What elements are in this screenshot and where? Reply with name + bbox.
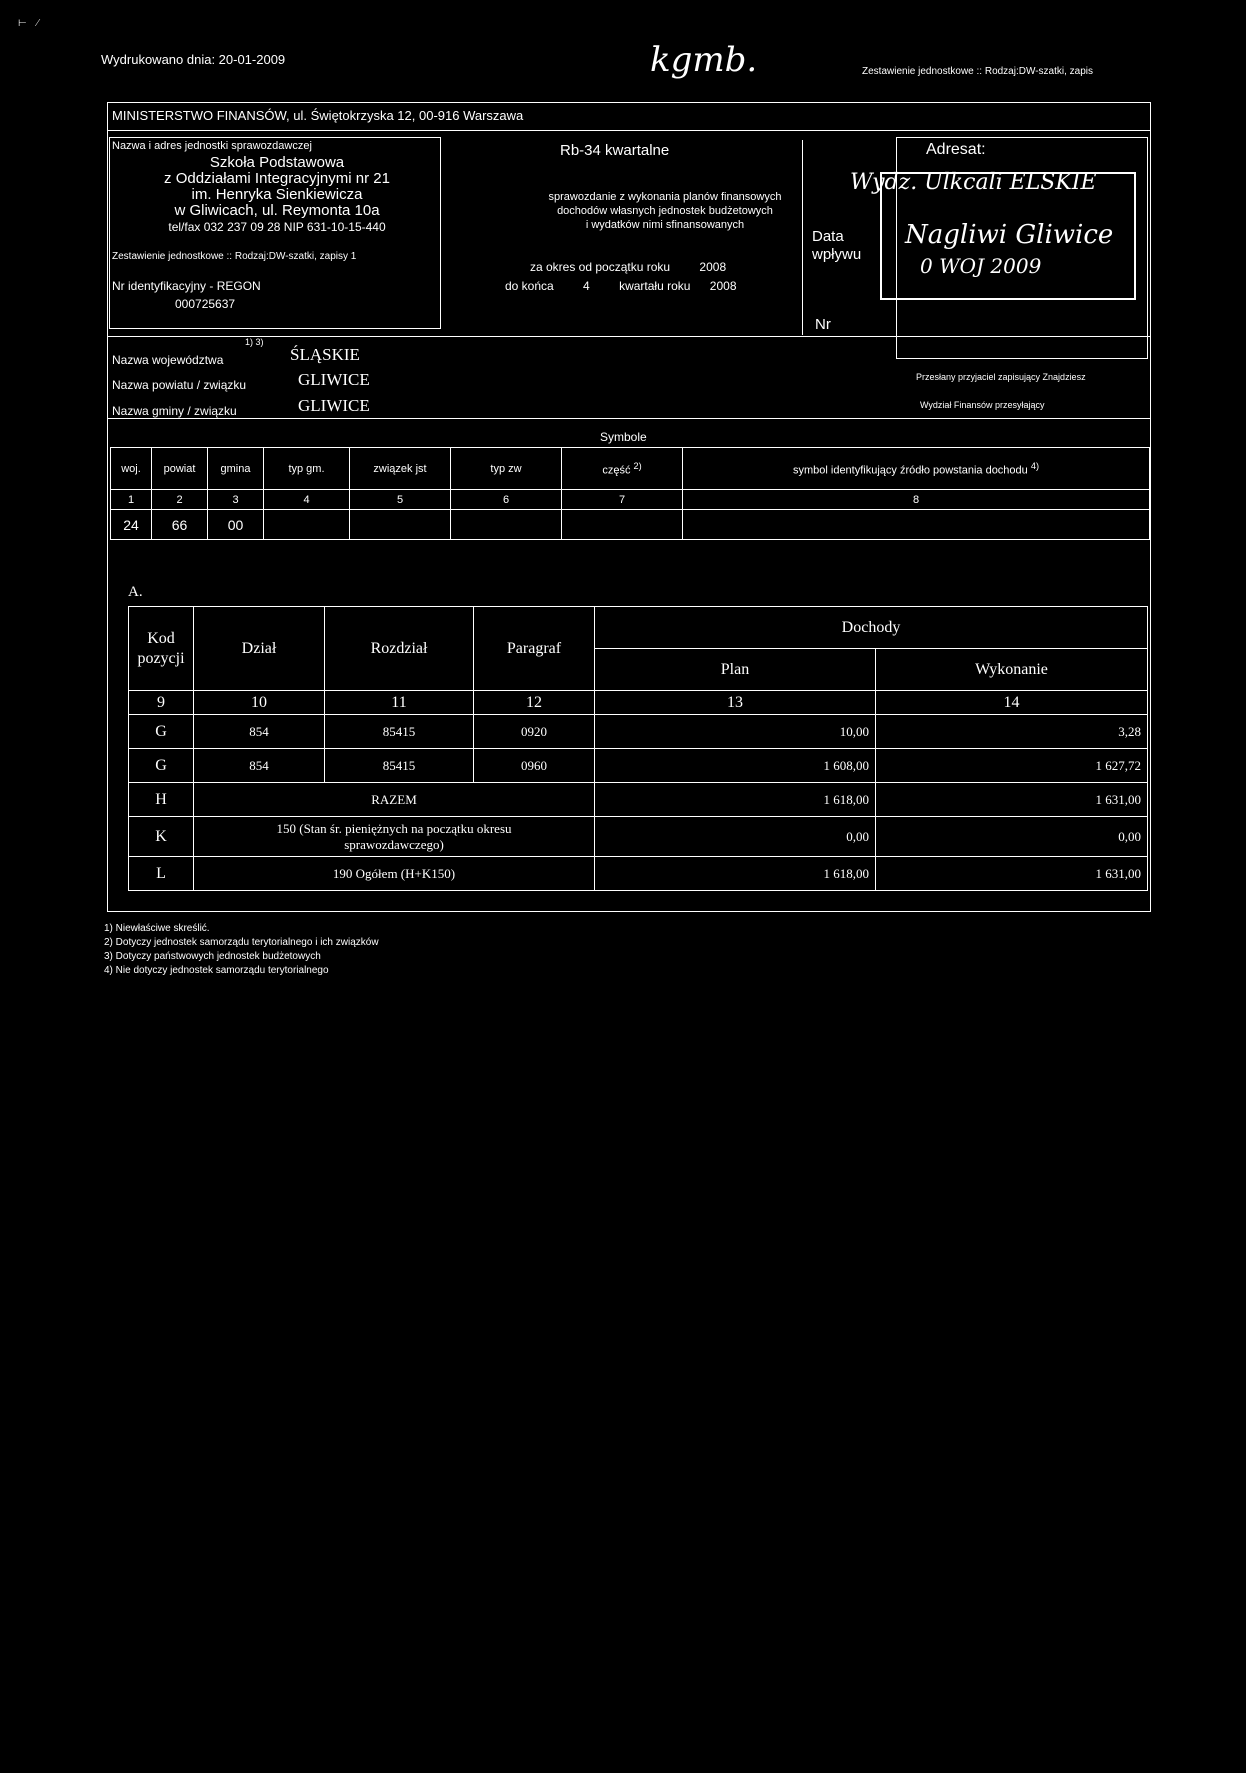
receipt-date-label-2: wpływu — [812, 246, 862, 263]
right-note-2: Wydział Finansów przesyłający — [920, 400, 1045, 410]
symbols-table — [110, 447, 1150, 540]
dochody-header: Dochody — [595, 607, 1148, 649]
paragraf-cell: 0960 — [474, 749, 595, 783]
col-number: 2 — [152, 490, 208, 510]
report-title: Rb-34 kwartalne — [560, 142, 670, 159]
header-signature: kgmb. — [650, 40, 758, 80]
symbols-header — [683, 448, 1150, 490]
col-number: 14 — [876, 691, 1148, 715]
col-number: 9 — [129, 691, 194, 715]
unit-sub-note: Zestawienie jednostkowe :: Rodzaj:DW-szatki, zapisy 1 — [112, 251, 357, 262]
footnote: 4) Nie dotyczy jednostek samorządu terytorialnego — [104, 965, 329, 976]
income-table — [128, 606, 1148, 891]
symbol-value — [562, 510, 683, 540]
symbols-header-row — [111, 448, 1150, 490]
stamp-text-2: 0 WOJ 2009 — [920, 254, 1042, 278]
col-number: 7 — [562, 490, 683, 510]
source-note: Zestawienie jednostkowe :: Rodzaj:DW-szatki, zapis — [862, 66, 1094, 77]
plan-cell: 1 618,00 — [595, 857, 876, 891]
merged-cell: 150 (Stan śr. pieniężnych na początku okresu sprawozdawczego) — [194, 817, 595, 857]
period-to-label: do końca — [505, 279, 554, 293]
table-row — [129, 715, 1148, 749]
paragraf-cell: 0920 — [474, 715, 595, 749]
col-number: 13 — [595, 691, 876, 715]
col-number: 12 — [474, 691, 595, 715]
symbols-header-text: typ zw — [490, 462, 522, 475]
stamp-text-1: Wydz. Ulkcali ELSKIE — [850, 170, 1097, 195]
rozdzial-cell: 85415 — [325, 715, 474, 749]
plan-cell: 0,00 — [595, 817, 876, 857]
kod-cell: G — [129, 715, 194, 749]
right-note-1: Przesłany przyjaciel zapisujący Znajdziesz — [916, 372, 1086, 382]
footnote: 3) Dotyczy państwowych jednostek budżetowych — [104, 951, 321, 962]
woj-value: ŚLĄSKIE — [290, 345, 360, 364]
ministry-line: MINISTERSTWO FINANSÓW, ul. Świętokrzyska 12, 00-916 Warszawa — [112, 108, 524, 123]
report-desc-line-1: sprawozdanie z wykonania planów finansowych — [548, 191, 782, 203]
wykonanie-header: Wykonanie — [876, 649, 1148, 691]
section-a-label: A. — [128, 584, 143, 600]
col-number: 10 — [194, 691, 325, 715]
col-number: 5 — [350, 490, 451, 510]
col-number: 6 — [451, 490, 562, 510]
kod-cell: H — [129, 783, 194, 817]
col-number: 4 — [264, 490, 350, 510]
period-to-quarter: 4 — [583, 279, 590, 293]
kod-header: Kod pozycji — [129, 607, 194, 691]
income-number-row — [129, 691, 1148, 715]
gm-label: Nazwa gminy / związku — [112, 404, 237, 418]
symbols-header — [562, 448, 683, 490]
plan-cell: 10,00 — [595, 715, 876, 749]
merged-cell: RAZEM — [194, 783, 595, 817]
symbol-value — [264, 510, 350, 540]
footnotes — [104, 922, 379, 978]
symbols-value-row — [111, 510, 1150, 540]
corner-marks: ⊢ ⁄ — [18, 18, 39, 29]
symbol-value: 66 — [152, 510, 208, 540]
table-row — [129, 857, 1148, 891]
symbol-value — [683, 510, 1150, 540]
adresat-label: Adresat: — [926, 141, 986, 158]
wykonanie-cell: 3,28 — [876, 715, 1148, 749]
regon-value: 000725637 — [175, 297, 236, 311]
unit-name-line-4: w Gliwicach, ul. Reymonta 10a — [174, 202, 380, 219]
unit-name-line-2: z Oddziałami Integracyjnymi nr 21 — [164, 170, 390, 187]
footnote: 1) Niewłaściwe skreślić. — [104, 923, 210, 934]
footnote-sup: 4) — [1030, 460, 1040, 471]
rozdzial-header: Rozdział — [325, 607, 474, 691]
woj-label: Nazwa województwa — [112, 353, 224, 367]
unit-name — [112, 155, 442, 235]
divider — [108, 336, 1150, 337]
symbols-number-row — [111, 490, 1150, 510]
pow-label: Nazwa powiatu / związku — [112, 378, 247, 392]
period-from-year: 2008 — [699, 260, 727, 274]
col-number: 11 — [325, 691, 474, 715]
unit-name-line-5: tel/fax 032 237 09 28 NIP 631-10-15-440 — [168, 220, 386, 234]
symbols-title: Symbole — [600, 430, 647, 444]
symbols-header: gmina — [208, 448, 264, 490]
rozdzial-cell: 85415 — [325, 749, 474, 783]
report-desc — [500, 190, 830, 232]
income-header-row — [129, 607, 1148, 649]
table-row — [129, 749, 1148, 783]
kod-cell: G — [129, 749, 194, 783]
regon-label: Nr identyfikacyjny - REGON — [112, 279, 261, 293]
footnote-sup: 2) — [633, 460, 642, 471]
symbol-value — [451, 510, 562, 540]
divider — [108, 418, 1150, 419]
receipt-divider — [802, 140, 803, 335]
period-from-label: za okres od początku roku — [530, 260, 671, 274]
wykonanie-cell: 1 627,72 — [876, 749, 1148, 783]
symbol-value: 00 — [208, 510, 264, 540]
col-number: 8 — [683, 490, 1150, 510]
report-desc-line-3: i wydatków nimi sfinansowanych — [585, 219, 745, 231]
kod-cell: L — [129, 857, 194, 891]
symbols-header: typ gm. — [264, 448, 350, 490]
period-to — [505, 279, 737, 293]
period-from — [530, 260, 726, 274]
report-desc-line-2: dochodów własnych jednostek budżetowych — [557, 205, 773, 217]
symbol-value — [350, 510, 451, 540]
footnote: 2) Dotyczy jednostek samorządu terytorialnego i ich związków — [104, 937, 379, 948]
col-number: 1 — [111, 490, 152, 510]
divider — [108, 130, 1150, 131]
period-to-mid: kwartału roku — [619, 279, 691, 293]
stamp-signature: Nagliwi Gliwice — [905, 220, 1114, 250]
dzial-cell: 854 — [194, 749, 325, 783]
unit-name-line-1: Szkoła Podstawowa — [209, 154, 345, 171]
symbols-header-text: część — [602, 464, 631, 477]
wykonanie-cell: 1 631,00 — [876, 857, 1148, 891]
gm-value: GLIWICE — [298, 396, 370, 415]
paragraf-header: Paragraf — [474, 607, 595, 691]
plan-header: Plan — [595, 649, 876, 691]
dzial-cell: 854 — [194, 715, 325, 749]
symbols-header — [451, 448, 562, 490]
symbols-header: powiat — [152, 448, 208, 490]
plan-cell: 1 608,00 — [595, 749, 876, 783]
receipt-date-label-1: Data — [812, 228, 844, 245]
dzial-header: Dział — [194, 607, 325, 691]
symbols-header: związek jst — [350, 448, 451, 490]
receipt-nr-label: Nr — [815, 316, 831, 333]
symbols-header: woj. — [111, 448, 152, 490]
period-to-year: 2008 — [709, 279, 737, 293]
unit-name-line-3: im. Henryka Sienkiewicza — [191, 186, 363, 203]
kod-cell: K — [129, 817, 194, 857]
printed-date: Wydrukowano dnia: 20-01-2009 — [101, 52, 286, 67]
receipt-date-label — [812, 228, 861, 264]
plan-cell: 1 618,00 — [595, 783, 876, 817]
symbols-header-text: symbol identyfikujący źródło powstania dochodu — [792, 464, 1028, 477]
table-row — [129, 817, 1148, 857]
col-number: 3 — [208, 490, 264, 510]
wykonanie-cell: 0,00 — [876, 817, 1148, 857]
symbol-value: 24 — [111, 510, 152, 540]
merged-cell: 190 Ogółem (H+K150) — [194, 857, 595, 891]
pow-value: GLIWICE — [298, 370, 370, 389]
unit-label: Nazwa i adres jednostki sprawozdawczej — [112, 140, 312, 152]
table-row — [129, 783, 1148, 817]
wykonanie-cell: 1 631,00 — [876, 783, 1148, 817]
footnote-marker: 1) 3) — [245, 337, 264, 347]
